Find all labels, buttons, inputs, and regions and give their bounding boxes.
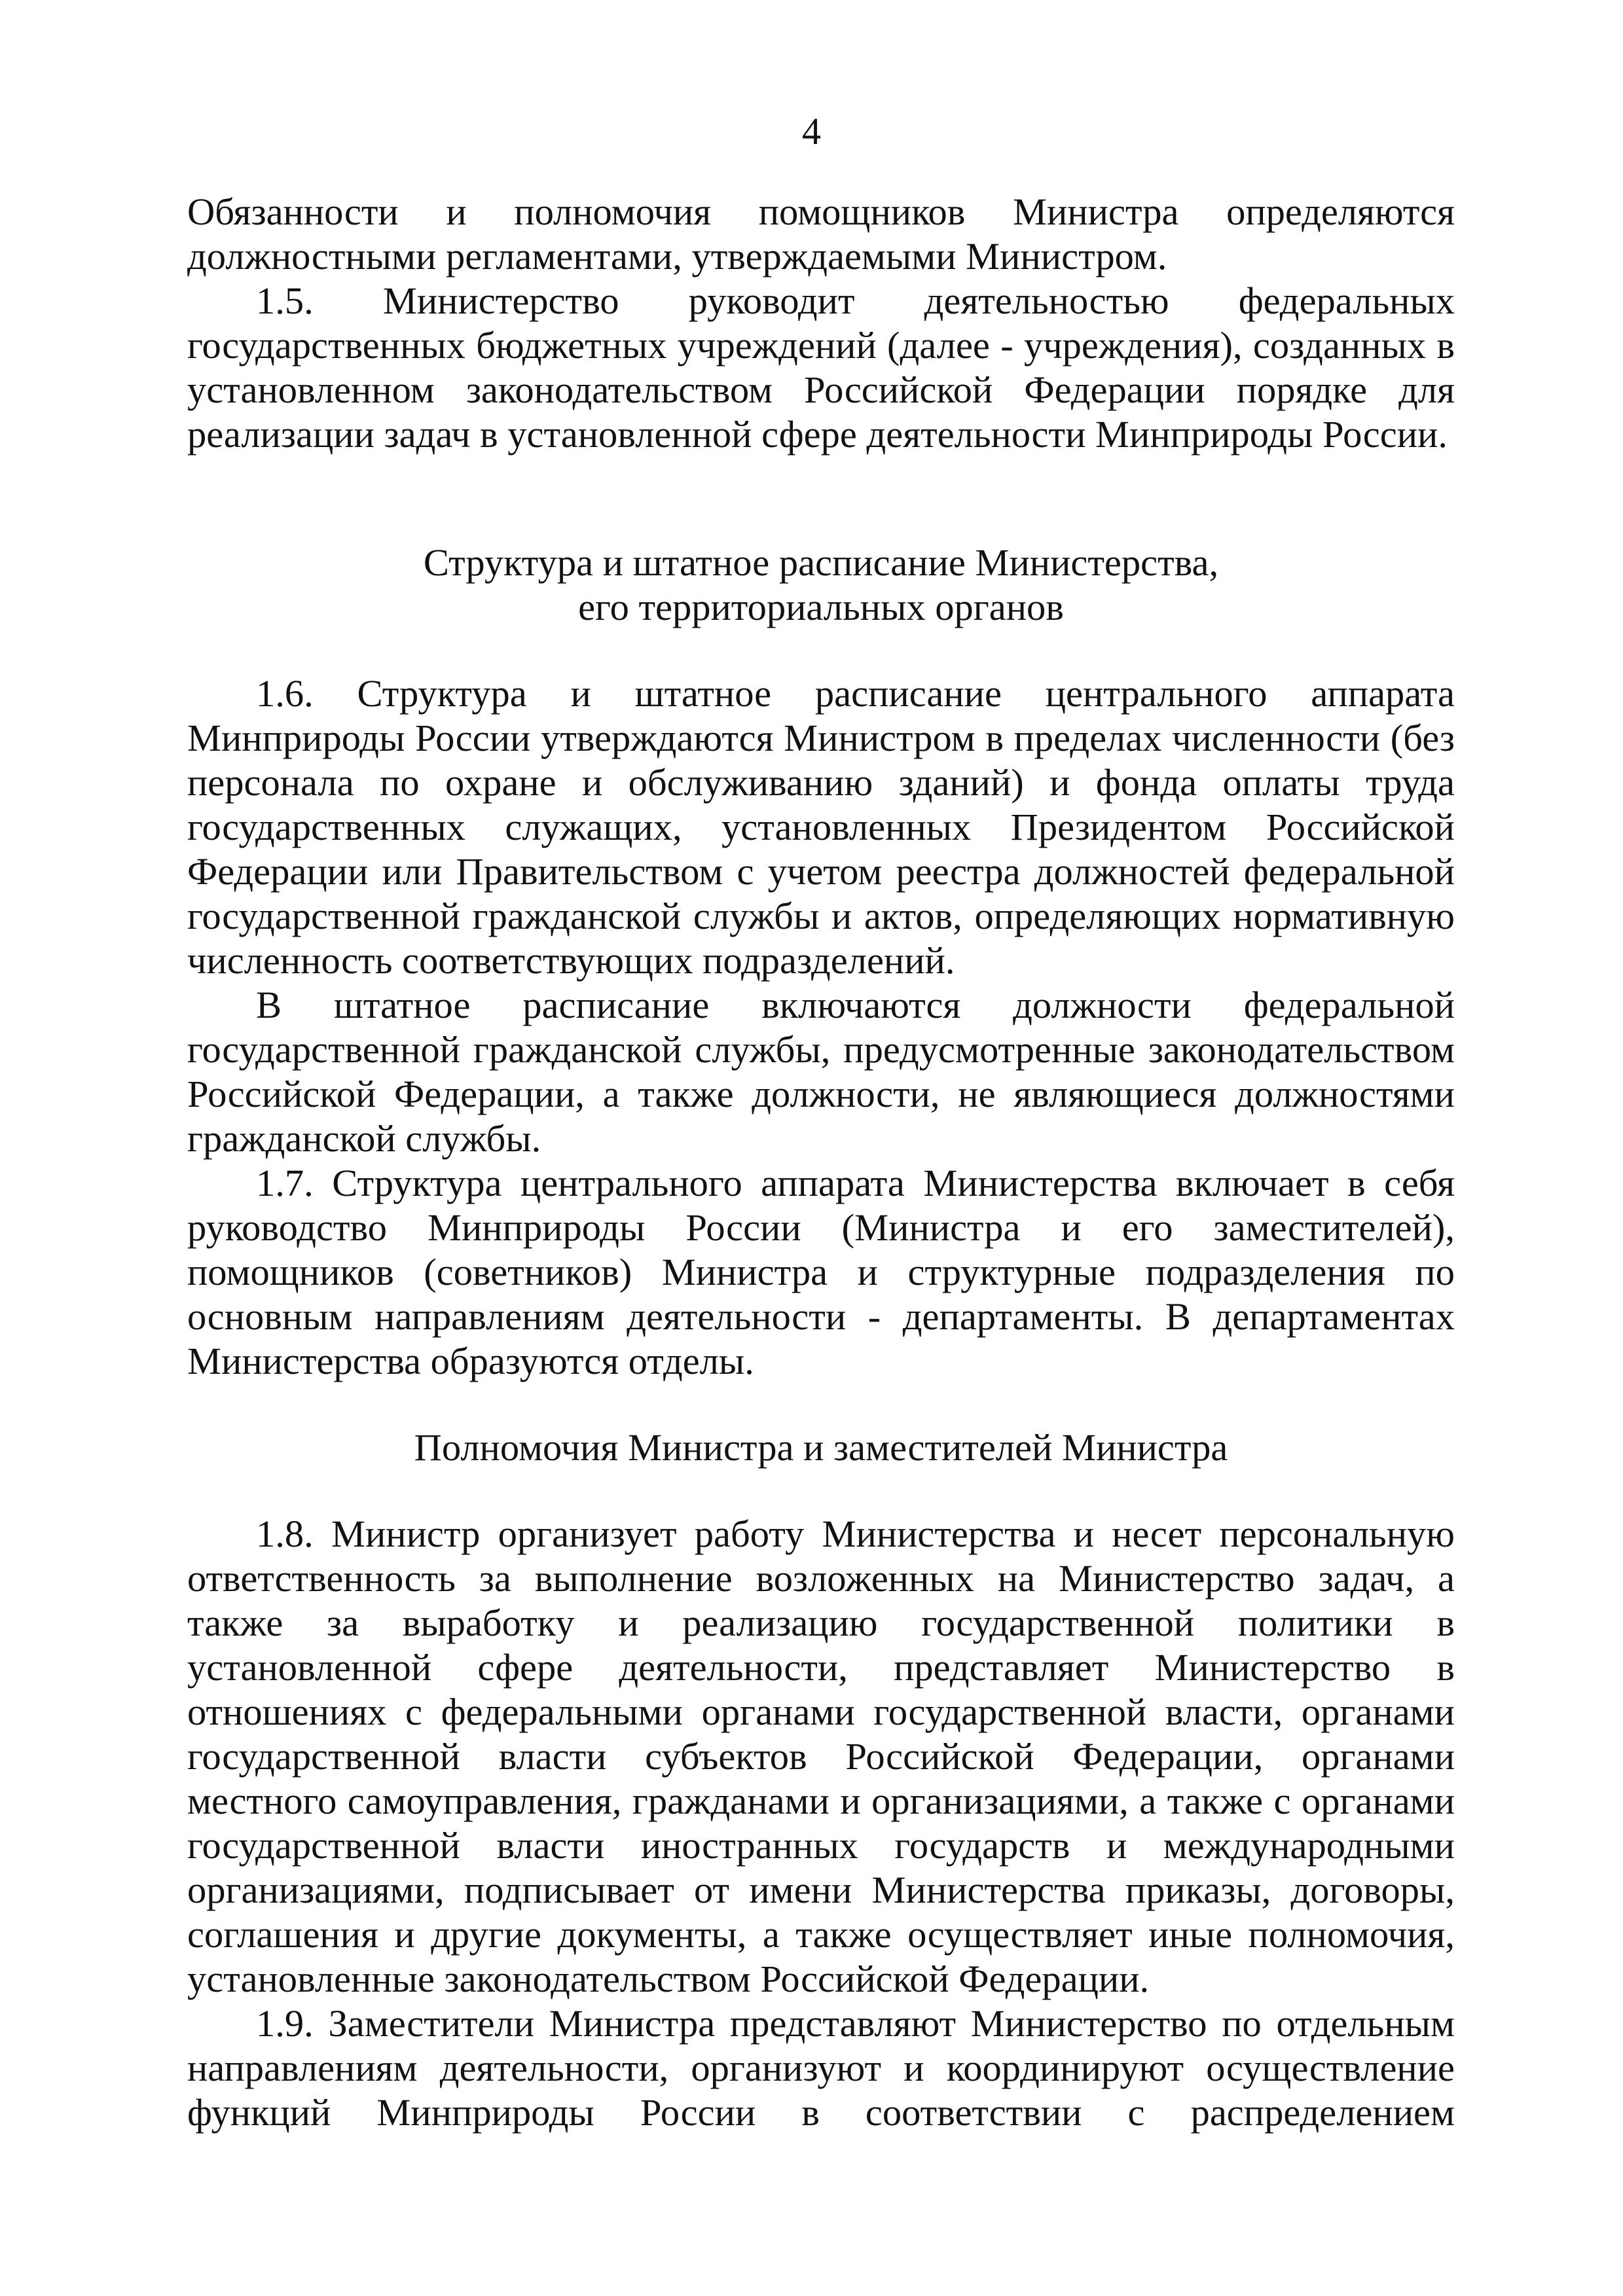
section-heading-powers: Полномочия Министра и заместителей Министра bbox=[414, 1426, 1228, 1469]
paragraph-1-6-staffing: В штатное расписание включаются должности федеральной государственной гражданской службы, предусмотренные законодательством Российской Федерации, а также должности, не являющиеся должностями гражданской службы. bbox=[187, 984, 1455, 1160]
paragraph-assistants-duties: Обязанности и полномочия помощников Министра определяются должностными регламентами, утверждаемыми Министром. bbox=[187, 190, 1455, 278]
paragraph-1-9: 1.9. Заместители Министра представляют Министерство по отдельным направлениям деятельности, организуют и координируют осуществление функций Минприроды России в соответствии с распределением bbox=[187, 2002, 1455, 2134]
paragraph-1-7: 1.7. Структура центрального аппарата Министерства включает в себя руководство Минприроды России (Министра и его заместителей), помощников (советников) Министра и структурные подразделения по основным направлениям деятельности - департаменты. В департаментах Министерства образуются отделы. bbox=[187, 1162, 1455, 1382]
section-heading-structure-line1: Структура и штатное расписание Министерства, bbox=[423, 541, 1219, 584]
spacer bbox=[187, 630, 1455, 672]
paragraph-1-8: 1.8. Министр организует работу Министерства и несет персональную ответственность за выполнение возложенных на Министерство задач, а также за выработку и реализацию государственной политики в установленной сфере деятельности, представляет Министерство в отношениях с федеральными органами государственной власти, органами государственной власти субъектов Российской Федерации, органами местного самоуправления, гражданами и организациями, а также с органами государственной власти иностранных государств и международными организациями, подписывает от имени Министерства приказы, договоры, соглашения и другие документы, а также осуществляет иные полномочия, установленные законодательством Российской Федерации. bbox=[187, 1513, 1455, 2000]
spacer bbox=[187, 457, 1455, 541]
spacer bbox=[187, 1470, 1455, 1512]
spacer bbox=[187, 1384, 1455, 1426]
paragraph-1-6: 1.6. Структура и штатное расписание центрального аппарата Минприроды России утверждаются Министром в пределах численности (без персонала по охране и обслуживанию зданий) и фонда оплаты труда государственных служащих, установленных Президентом Российской Федерации или Правительством с учетом реестра должностей федеральной государственной гражданской службы и актов, определяющих нормативную численность соответствующих подразделений. bbox=[187, 672, 1455, 982]
section-heading-structure-line2: его территориальных органов bbox=[578, 586, 1064, 628]
document-body bbox=[187, 190, 1455, 2135]
page-number: 4 bbox=[802, 110, 821, 152]
paragraph-1-5: 1.5. Министерство руководит деятельностью федеральных государственных бюджетных учреждений (далее - учреждения), созданных в установленном законодательством Российской Федерации порядке для реализации задач в установленной сфере деятельности Минприроды России. bbox=[187, 279, 1455, 456]
